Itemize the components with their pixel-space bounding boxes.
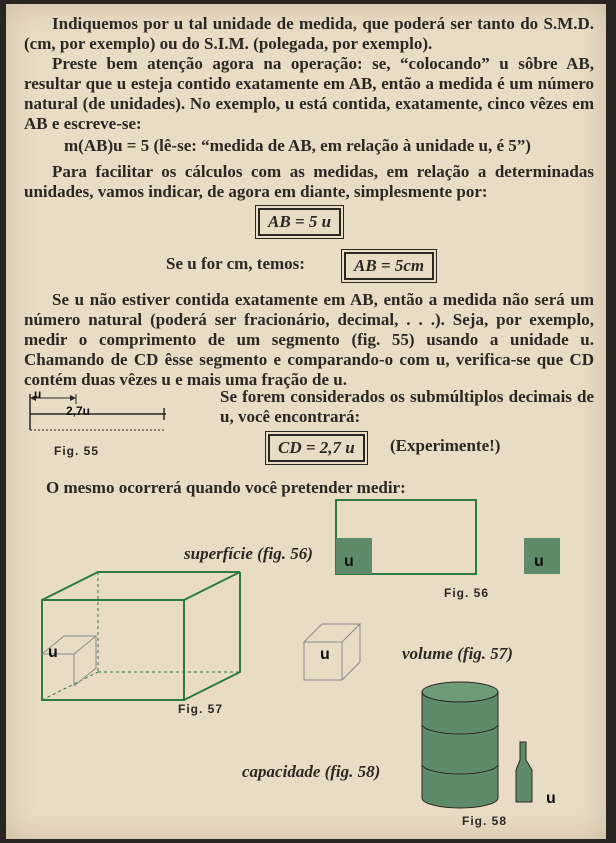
paragraph-submultiples: Se forem considerados os submúltiplos decimais de u, você encontrará:: [220, 387, 594, 426]
paragraph-simplify: Para facilitar os cálculos com as medidas, em relação a determinadas unidades, vamos indicar, de agora em diante, simplesmente por:: [24, 162, 594, 201]
measure-formula: m(AB)u = 5 (lê-se: “medida de AB, em relação à unidade u, é 5”): [64, 136, 531, 155]
fig57-volume-diagram: [34, 564, 384, 704]
fig57-unit-outside: u: [320, 646, 330, 663]
paragraph-not-exact: Se u não estiver contida exatamente em AB, então a medida não será um número natural (poderá ser fracionário, decimal, . . .). Seja, por exemplo, medir o comprimento de um segmento (fig. 55) usando a unidade u. Chamando de CD êsse segmento e comparando-o com u, verifica-se que CD contém duas vêzes u e mais uma fração de u.: [24, 290, 594, 389]
fig55-top-u: u: [34, 387, 42, 401]
fig58-label: capacidade (fig. 58): [242, 762, 381, 781]
paragraph-operation: Preste bem atenção agora na operação: se, “colocando” u sôbre AB, resultar que u esteja contido exatamente em AB, então a medida é um número natural (de unidades). No exemplo, u está contida, exatamente, cinco vêzes em AB e escreve-se:: [24, 54, 594, 133]
formula-box-ab-5u: AB = 5 u: [258, 208, 341, 236]
paragraph-same-occurs: O mesmo ocorrerá quando você pretender medir:: [46, 478, 406, 497]
fig58-caption: Fig. 58: [462, 814, 508, 828]
fig57-label: volume (fig. 57): [402, 644, 513, 663]
fig57-unit-inside: u: [48, 644, 58, 661]
fig55-segment-label: 2,7u: [66, 404, 91, 418]
fig56-caption: Fig. 56: [444, 586, 490, 600]
fig56-unit-inside: u: [344, 553, 354, 570]
paragraph-unit-definition: Indiquemos por u tal unidade de medida, que poderá ser tanto do S.M.D. (cm, por exemplo) ou do S.I.M. (polegada, por exemplo).: [24, 14, 594, 53]
fig55-caption: Fig. 55: [54, 444, 100, 458]
fig55-segment-diagram: [26, 390, 171, 436]
experimente-text: (Experimente!): [390, 436, 501, 455]
formula-box-cd-27u: CD = 2,7 u: [268, 434, 365, 462]
fig56-label: superfície (fig. 56): [184, 544, 313, 563]
fig58-unit: u: [546, 790, 556, 807]
fig57-caption: Fig. 57: [178, 702, 224, 716]
formula-box-ab-5cm: AB = 5cm: [344, 252, 434, 280]
fig56-unit-outside: u: [534, 553, 544, 570]
se-u-for-cm-text: Se u for cm, temos:: [166, 254, 305, 273]
textbook-page: [6, 4, 606, 839]
